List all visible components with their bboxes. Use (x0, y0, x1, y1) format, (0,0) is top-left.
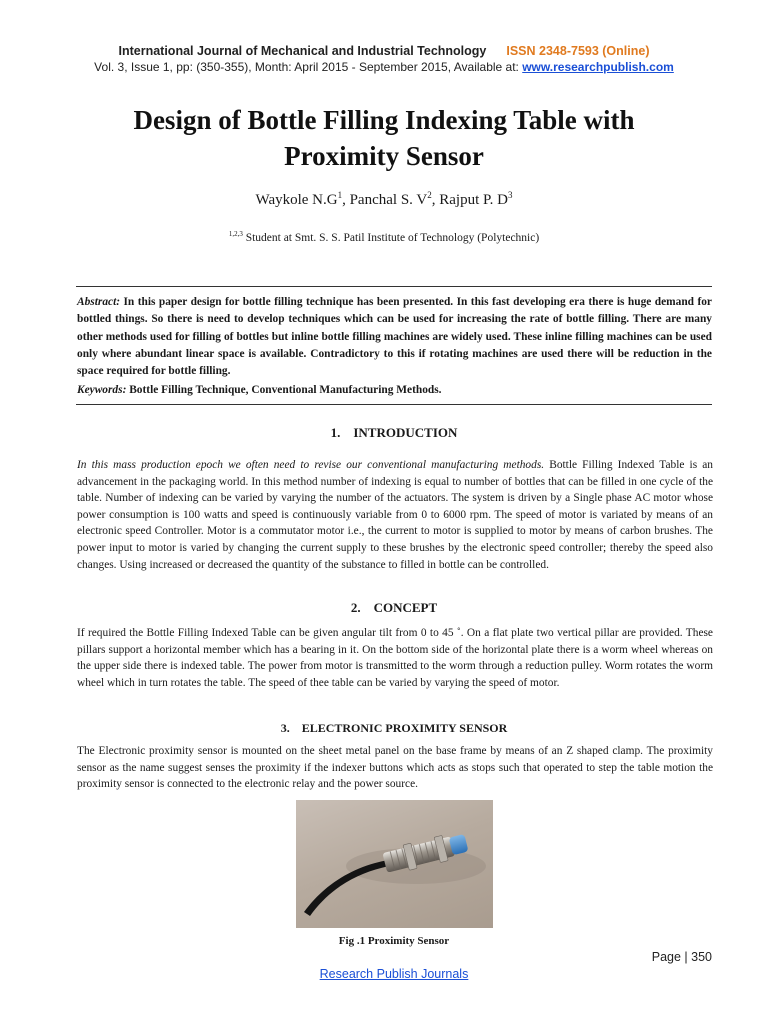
keywords-label: Keywords: (77, 384, 127, 396)
abstract-label: Abstract: (77, 296, 121, 308)
author-separator: , (431, 192, 440, 208)
introduction-italic-lead: In this mass production epoch we often need to revise our conventional manufacturing methods. (77, 459, 545, 471)
publisher-footer-link[interactable]: Research Publish Journals (319, 967, 469, 981)
abstract-top-rule (76, 286, 712, 287)
author-separator: , (342, 192, 350, 208)
proximity-sensor-illustration (296, 800, 493, 928)
affiliation (0, 230, 768, 244)
volume-line (0, 60, 768, 74)
introduction-paragraph (77, 457, 713, 573)
section-heading-proximity-sensor: 3. ELECTRONIC PROXIMITY SENSOR (280, 721, 508, 735)
section-heading-concept: 2. CONCEPT (350, 600, 438, 615)
author-name: Panchal S. V (349, 192, 428, 208)
abstract (77, 294, 712, 380)
affiliation-text: Student at Smt. S. S. Patil Institute of Technology (Polytechnic) (242, 231, 540, 244)
keywords (77, 384, 712, 396)
affiliation-marks: 1,2,3 (228, 230, 243, 238)
paper-title (60, 102, 708, 174)
journal-name-line (0, 44, 768, 58)
page-number: Page | 350 (651, 950, 712, 964)
proximity-sensor-paragraph: The Electronic proximity sensor is mounted on the sheet metal panel on the base frame by means of an Z shaped clamp. The proximity sensor as the name suggest senses the proximity if the indexer buttons which acts as stops such that operated to step the table motion the proximity sensor is connected to the electronic relay and the power source. (77, 745, 713, 791)
abstract-text: In this paper design for bottle filling technique has been presented. In this fast developing era there is huge demand for bottled things. So there is need to develop techniques which can be used for increasing the rate of bottle filling. There are many other methods used for filling of bottles but inline bottle filling machines are widely used. These inline filling machines can be used only where abundant linear space is available. Contradictory to this if rotating machines are used there will be reduction in the space required for bottle filling. (77, 296, 712, 378)
journal-header (0, 44, 768, 74)
author-affil-mark: 2 (427, 190, 432, 200)
author-name: Rajput P. D (439, 192, 508, 208)
figure-caption: Fig .1 Proximity Sensor (338, 935, 450, 947)
volume-info: Vol. 3, Issue 1, pp: (350-355), Month: April 2015 - September 2015, Available at: (94, 60, 523, 74)
section-heading-introduction: 1. INTRODUCTION (330, 425, 458, 440)
author-affil-mark: 3 (508, 190, 513, 200)
concept-paragraph: If required the Bottle Filling Indexed Table can be given angular tilt from 0 to 45 ˚. On a flat plate two vertical pillar are provided. These pillars support a horizontal member which has a bearing in it. On the bottom side of the horizontal plate there is a worm wheel whereas on the upper side there is indexed table. The power from motor is transmitted to the worm through a reduction pulley. Worm rotates the worm wheel which in turn rotates the table. The speed of thee table can be varied by varying the speed of motor. (77, 627, 713, 689)
journal-name: International Journal of Mechanical and Industrial Technology (118, 44, 487, 58)
issn: ISSN 2348-7593 (Online) (506, 44, 650, 58)
keywords-text: Bottle Filling Technique, Conventional Manufacturing Methods. (126, 384, 442, 396)
journal-url-link[interactable]: www.researchpublish.com (522, 60, 674, 74)
abstract-bottom-rule (76, 404, 712, 405)
title-line-2: Proximity Sensor (284, 141, 484, 171)
proximity-sensor-photo (296, 800, 493, 928)
author-name: Waykole N.G (255, 192, 338, 208)
author-list (0, 190, 768, 209)
introduction-text: Bottle Filling Indexed Table is an advancement in the packaging world. In this method number of indexing is equal to number of bottles that can be filled in one cycle of the table. Number of indexing can be varied by varying the number of the actuators. The system is driven by a Single phase AC motor whose power consumption is 100 watts and speed is continuously variable from 0 to 6000 rpm. The speed of motor is variated by means of an electronic speed Controller. Motor is a commutator motor i.e., the current to motor is supplied to motor by means of carbon brushes. The power input to motor is varied by changing the current supply to these brushes by the electronic speed controller; thereby the speed also changes. Using increased or decreased the quantity of the substance to filled in bottle can be controlled. (77, 459, 713, 571)
title-line-1: Design of Bottle Filling Indexing Table with (133, 105, 635, 135)
author-affil-mark: 1 (337, 190, 343, 200)
